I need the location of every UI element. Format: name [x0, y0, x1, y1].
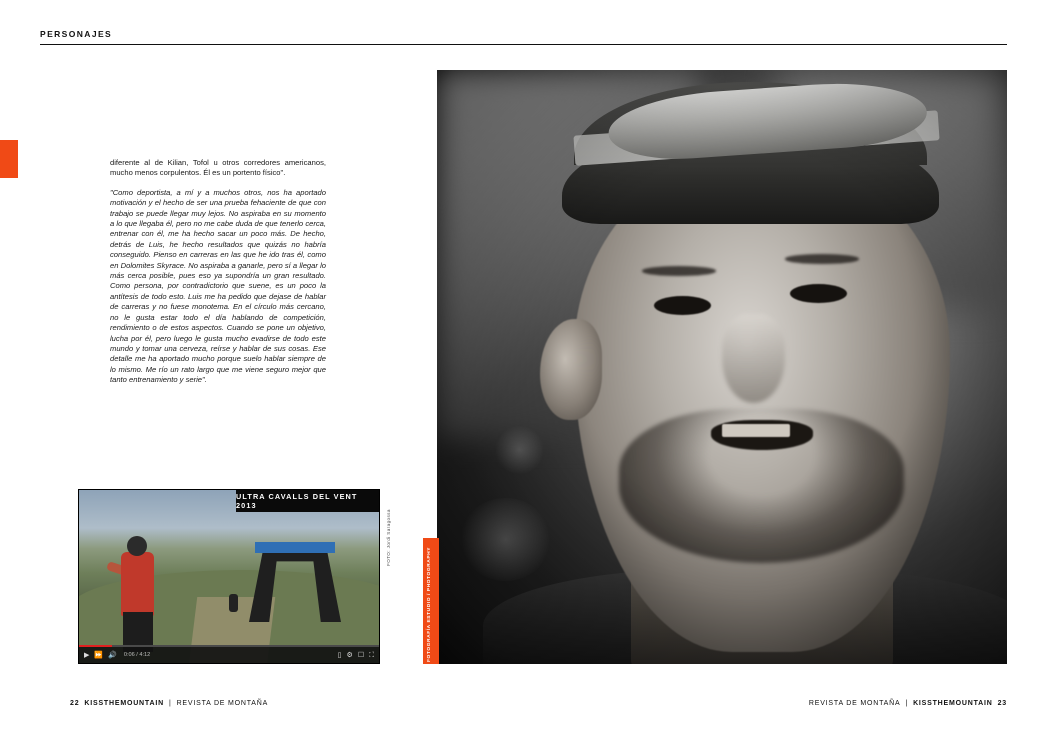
footer-brand-right: KISSTHEMOUNTAIN [913, 700, 993, 707]
footer-right [809, 700, 1007, 707]
video-title: ULTRA CAVALLS DEL VENT 2013 [236, 492, 358, 510]
photo-credit-text: FOTOGRAFÍA ESTUDIO / PHOTOGRAPHY [427, 546, 432, 662]
footer-separator-right: | [905, 700, 909, 707]
theater-icon[interactable]: ☐ [357, 651, 365, 659]
subtitles-icon[interactable]: ▯ [337, 651, 342, 659]
settings-icon[interactable]: ⚙ [346, 651, 353, 659]
edge-accent-tab [0, 140, 18, 178]
video-controls[interactable] [79, 647, 379, 663]
photo-vignette [437, 70, 1007, 664]
article-paragraph-quote: "Como deportista, a mí y a muchos otros, nos ha aportado motivación y el hecho de ser una prueba fehaciente de que con trabajo se puede llegar muy lejos. No aspiraba en su momento a lo que llegaba él, pero no me cabe duda de que tenerlo cerca, entrenar con él, me ha hecho sacar un poco más. De hecho, detrás de Luis, he hecho resultados que quizás no habría conseguido. Pienso en carreras en las que he ido tras él, como en Dolomites Skyrace. No aspiraba a ganarle, pero sí a llegar lo más cerca posible, pues eso ya supondría un gran resultado. Como persona, por contradictorio que suene, es un poco la antítesis de todo esto. Luis me ha pedido que dejase de hablar de carreras y no fuese monotema. En el círculo más cercano, no le gusta estar todo el día hablando de competición, rendimiento o de estos aspectos. Cuando se pone un objetivo, lucha por él, pero luego le gusta mucho evadirse de todo este mundo y tomar una cerveza, reírse y hablar de sus cosas. Ese detalle me ha aportado mucho porque suelo hablar siempre de lo mismo. Me río un rato largo que me viene seguro mejor que tanto entrenamiento y serie". [110, 187, 326, 385]
article-text-column [110, 158, 326, 395]
video-photo-credit: FOTO: Jordi Saragossa [386, 509, 391, 566]
main-photo [437, 70, 1007, 664]
runner-head-shape [127, 536, 147, 556]
footer-magazine-left: REVISTA DE MONTAÑA [176, 700, 269, 707]
next-icon[interactable]: ⏩ [94, 651, 104, 659]
video-time: 0:06 / 4:12 [123, 652, 151, 658]
video-title-bar [236, 490, 380, 512]
footer-magazine-right: REVISTA DE MONTAÑA [808, 700, 901, 707]
footer-separator-left: | [168, 700, 172, 707]
footer-brand-left: KISSTHEMOUNTAIN [84, 700, 164, 707]
page-number-left: 22 [70, 700, 80, 707]
section-label: PERSONAJES [40, 29, 120, 39]
page-number-right: 23 [997, 700, 1007, 707]
footer-left [70, 700, 268, 707]
fullscreen-icon[interactable]: ⛶ [369, 651, 374, 659]
article-paragraph: diferente al de Kilian, Tofol u otros corredores americanos, mucho menos corpulentos. Él es un portento físico". [110, 158, 326, 178]
background-runner-shape [229, 594, 238, 612]
video-frame [79, 490, 379, 663]
header-divider [40, 44, 1007, 45]
video-player[interactable] [78, 489, 380, 664]
play-icon[interactable]: ▶ [84, 651, 90, 659]
runner-body-shape [121, 552, 154, 616]
volume-icon[interactable]: 🔊 [108, 651, 117, 659]
arch-banner-shape [255, 542, 335, 553]
